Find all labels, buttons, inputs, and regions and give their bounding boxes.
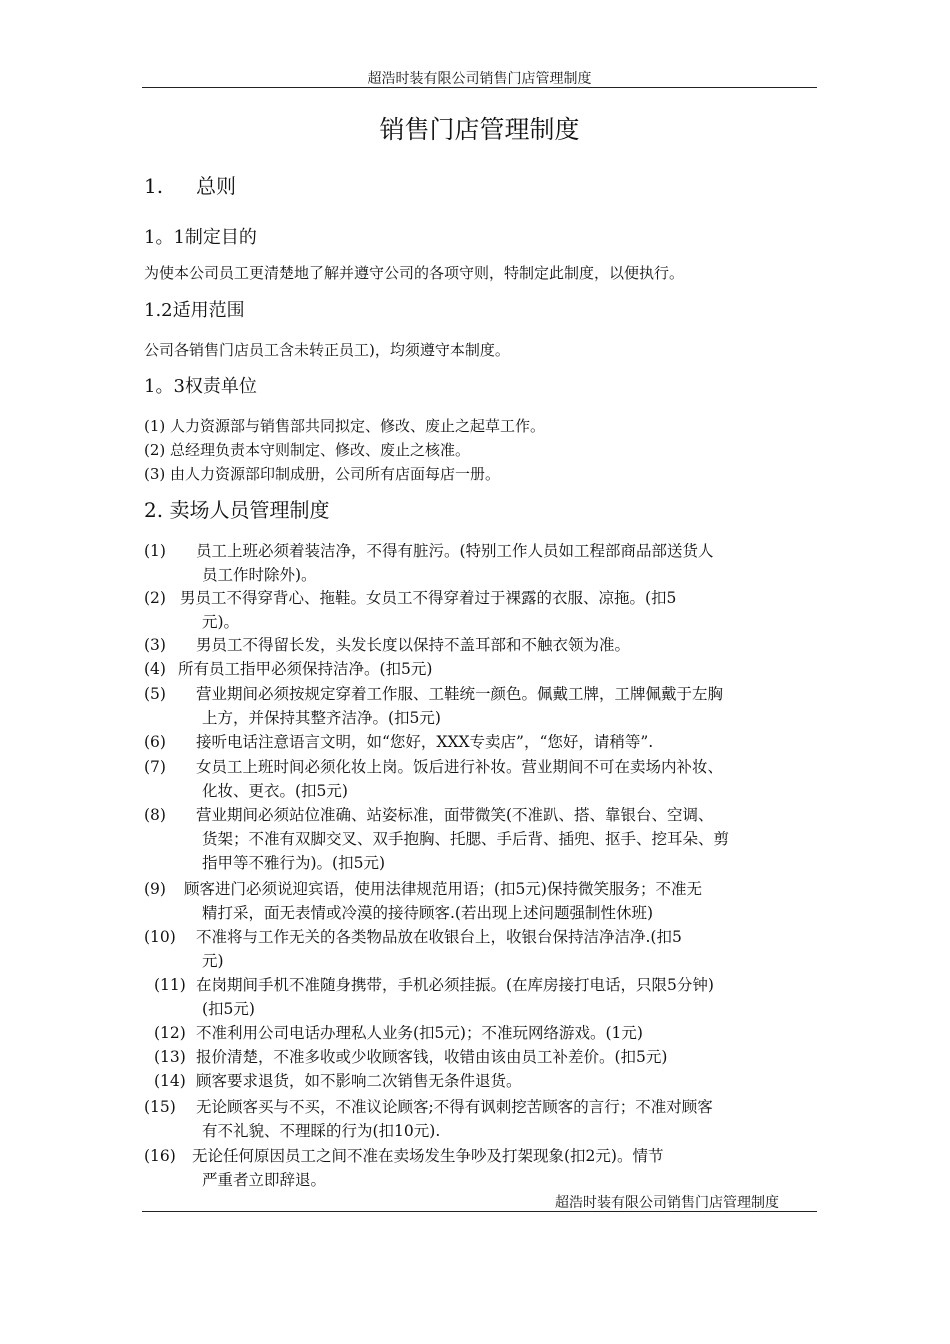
rule-text: 女员工上班时间必须化妆上岗。饭后进行补妆。营业期间不可在卖场内补妆、 [196,758,724,776]
subsection-1-1-text: 为使本公司员工更清楚地了解并遵守公司的各项守则，特制定此制度，以便执行。 [144,264,685,282]
subsection-1-1-heading: 1。1制定目的 [144,227,257,248]
document-title: 销售门店管理制度 [379,115,580,144]
rule-text-continued: 化妆、更衣。(扣5元) [202,782,348,800]
rule-text: 所有员工指甲必须保持洁净。(扣5元) [178,660,433,678]
section-2-heading: 2. 卖场人员管理制度 [144,498,330,522]
rule-text: 男员工不得留长发，头发长度以保持不盖耳部和不触衣领为准。 [196,636,631,654]
rule-text: 不准利用公司电话办理私人业务(扣5元)；不准玩网络游戏。(1元) [196,1024,643,1042]
rule-number: (1) [144,542,166,560]
footer-divider [142,1211,817,1212]
rule-text-continued: 元)。 [202,613,240,631]
header-divider [142,87,817,88]
rule-text: 无论顾客买与不买，不准议论顾客;不得有讽刺挖苦顾客的言行；不准对顾客 [196,1098,713,1116]
rule-number: (9) [144,880,166,898]
rule-text-continued: 员工作时除外)。 [202,566,317,584]
rule-text: 在岗期间手机不准随身携带，手机必须挂振。(在库房接打电话，只限5分钟) [196,976,714,994]
rule-number: (12) [154,1024,186,1042]
rule-number: (4) [144,660,166,678]
rule-number: (7) [144,758,166,776]
rule-text-continued: 上方，并保持其整齐洁净。(扣5元) [202,709,441,727]
section-1-heading [144,172,236,200]
rule-text-continued: 有不礼貌、不理睬的行为(扣10元). [202,1122,441,1140]
rule-text: 顾客要求退货，如不影响二次销售无条件退货。 [196,1072,522,1090]
rule-text: 接听电话注意语言文明，如“您好，XXX专卖店”，“您好，请稍等”. [196,733,654,751]
rule-text-continued: (扣5元) [202,1000,255,1018]
rule-text: 报价清楚，不准多收或少收顾客钱，收错由该由员工补差价。(扣5元) [196,1048,668,1066]
rule-number: (3) [144,636,166,654]
rule-text-continued: 指甲等不雅行为)。(扣5元) [202,854,386,872]
rule-text: 不准将与工作无关的各类物品放在收银台上，收银台保持洁净洁净.(扣5 [196,928,682,946]
rule-text: 营业期间必须站位准确、站姿标准，面带微笑(不准趴、搭、靠银台、空调、 [196,806,714,824]
subsection-1-3-heading: 1。3权责单位 [144,376,257,397]
responsibility-item: (1) 人力资源部与销售部共同拟定、修改、废止之起草工作。 [144,417,546,435]
page-footer: 超浩时装有限公司销售门店管理制度 [555,1195,779,1211]
rule-text: 顾客进门必须说迎宾语，使用法律规范用语；(扣5元)保持微笑服务；不准无 [184,880,702,898]
responsibility-item: (3) 由人力资源部印制成册，公司所有店面每店一册。 [144,465,501,483]
rule-number: (2) [144,589,166,607]
rule-number: (6) [144,733,166,751]
rule-number: (11) [154,976,186,994]
rule-number: (16) [144,1147,176,1165]
section-1-number: 1. [144,174,164,198]
page-header: 超浩时装有限公司销售门店管理制度 [367,71,592,87]
subsection-1-2-heading: 1.2适用范围 [144,300,245,321]
rule-text-continued: 货架；不准有双脚交叉、双手抱胸、托腮、手后背、插兜、抠手、挖耳朵、剪 [202,830,730,848]
rule-text-continued: 精打采，面无表情或冷漠的接待顾客.(若出现上述问题强制性休班) [202,904,654,922]
rule-number: (14) [154,1072,186,1090]
rule-text: 无论任何原因员工之间不准在卖场发生争吵及打架现象(扣2元)。情节 [192,1147,664,1165]
subsection-1-2-text: 公司各销售门店员工含未转正员工)，均须遵守本制度。 [144,341,510,359]
rule-number: (15) [144,1098,176,1116]
rule-number: (13) [154,1048,186,1066]
rule-text: 营业期间必须按规定穿着工作服、工鞋统一颜色。佩戴工牌，工牌佩戴于左胸 [196,685,724,703]
rule-text: 员工上班必须着装洁净，不得有脏污。(特别工作人员如工程部商品部送货人 [196,542,714,560]
rule-number: (5) [144,685,166,703]
rule-number: (10) [144,928,176,946]
responsibility-item: (2) 总经理负责本守则制定、修改、废止之核准。 [144,441,471,459]
rule-text-continued: 元) [202,952,224,970]
rule-text-continued: 严重者立即辞退。 [202,1171,327,1189]
rule-text: 男员工不得穿背心、拖鞋。女员工不得穿着过于裸露的衣服、凉拖。(扣5 [180,589,677,607]
rule-number: (8) [144,806,166,824]
section-1-title: 总则 [196,174,236,198]
